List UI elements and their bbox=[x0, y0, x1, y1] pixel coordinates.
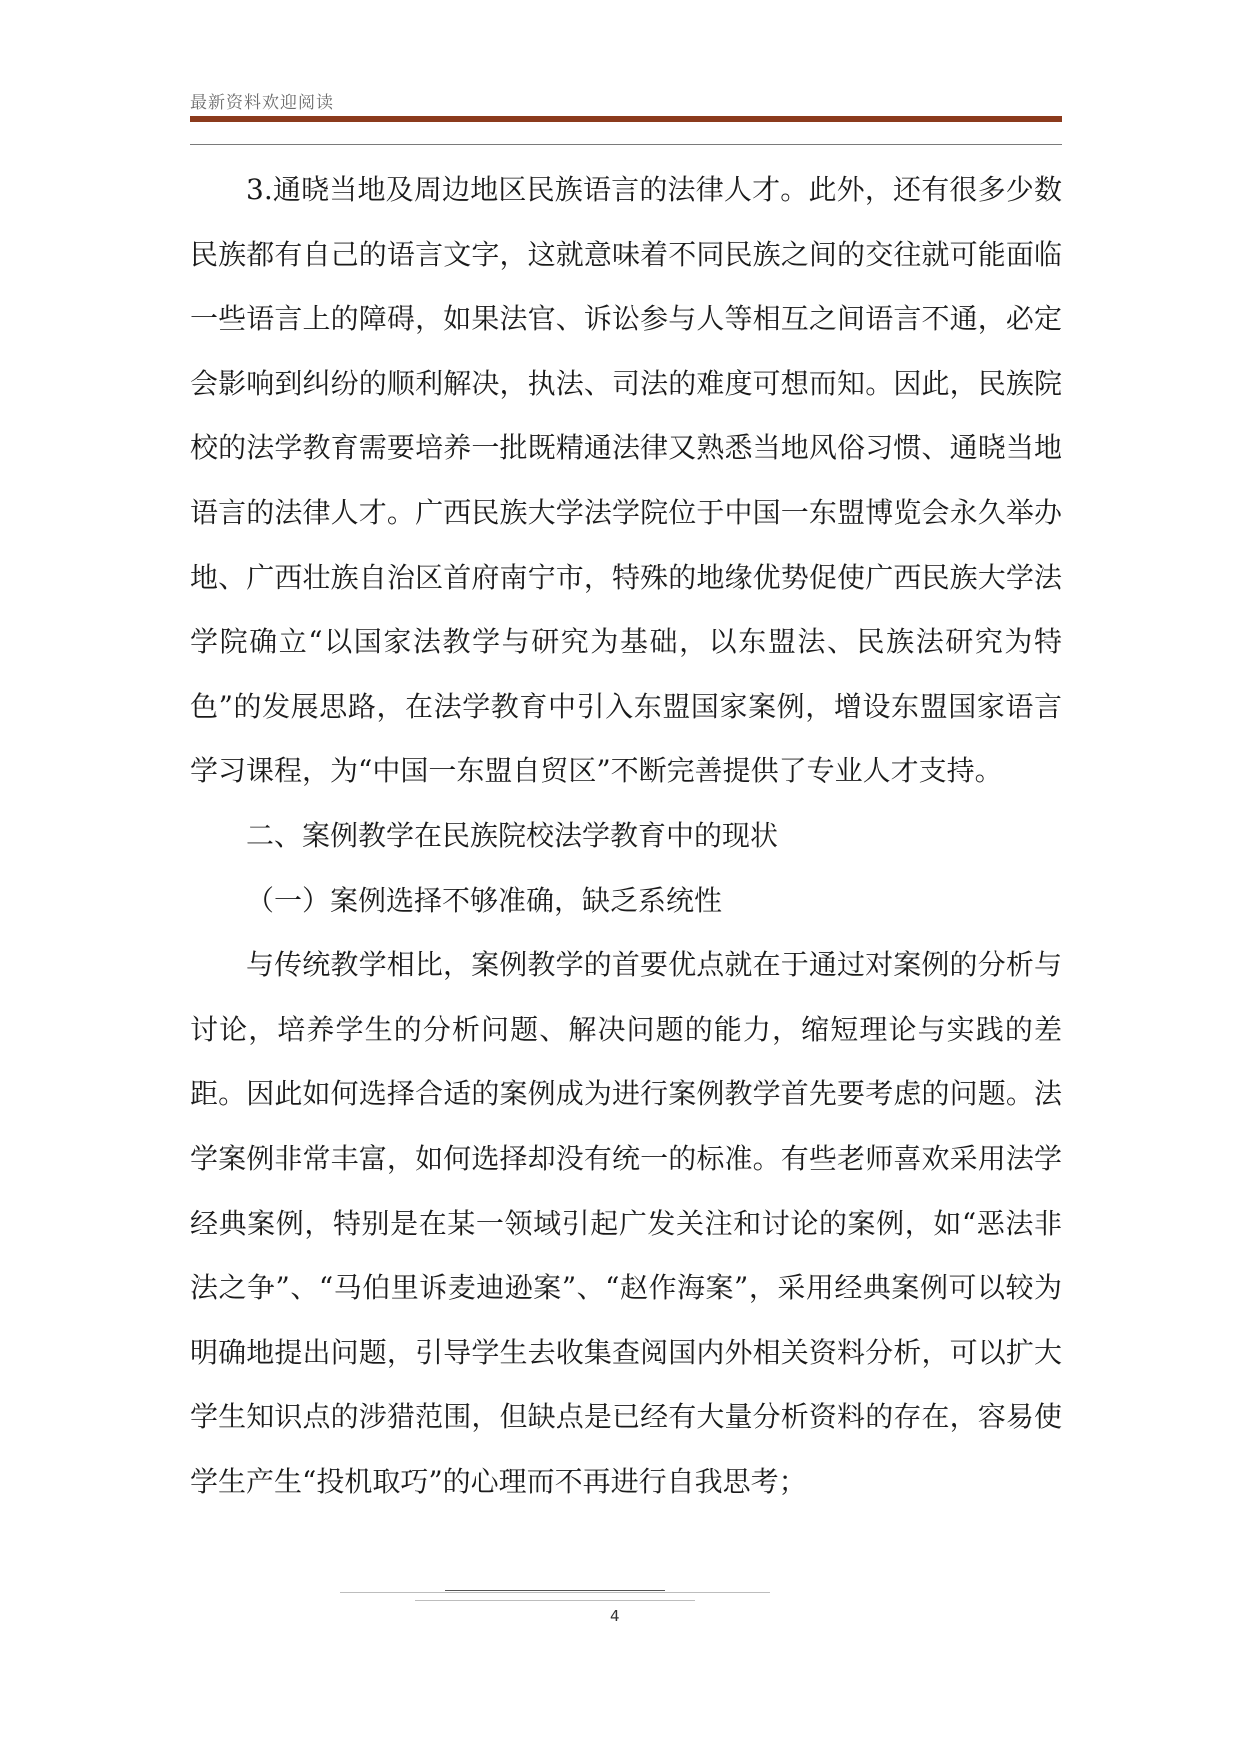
header-rule-thick bbox=[190, 116, 1062, 122]
subsection-heading: （一）案例选择不够准确，缺乏系统性 bbox=[246, 883, 723, 917]
footer-rule-outer bbox=[340, 1592, 770, 1593]
footer-rule-lower bbox=[415, 1600, 695, 1601]
section-heading: 二、案例教学在民族院校法学教育中的现状 bbox=[246, 818, 779, 852]
page-number: 4 bbox=[610, 1607, 620, 1625]
footer-rule-center bbox=[445, 1590, 665, 1591]
paragraph-legal-talent: 3.通晓当地及周边地区民族语言的法律人才。此外，还有很多少数民族都有自己的语言文字，这就意味着不同民族之间的交往就可能面临一些语言上的障碍，如果法官、诉讼参与人等相互之间语言不通，必定会影响到纠纷的顺利解决，执法、司法的难度可想而知。因此，民族院校的法学教育需要培养一批既精通法律又熟悉当地风俗习惯、通晓当地语言的法律人才。广西民族大学法学院位于中国一东盟博览会永久举办地、广西壮族自治区首府南宁市，特殊的地缘优势促使广西民族大学法学院确立“以国家法教学与研究为基础，以东盟法、民族法研究为特色”的发展思路，在法学教育中引入东盟国家案例，增设东盟国家语言学习课程，为“中国一东盟自贸区”不断完善提供了专业人才支持。 bbox=[190, 173, 1062, 788]
header-rule-thin bbox=[190, 144, 1062, 145]
paragraph-case-selection: 与传统教学相比，案例教学的首要优点就在于通过对案例的分析与讨论，培养学生的分析问题、解决问题的能力，缩短理论与实践的差距。因此如何选择合适的案例成为进行案例教学首先要考虑的问题。法学案例非常丰富，如何选择却没有统一的标准。有些老师喜欢采用法学经典案例，特别是在某一领域引起广发关注和讨论的案例，如“恶法非法之争”、“马伯里诉麦迪逊案”、“赵作海案”，采用经典案例可以较为明确地提出问题，引导学生去收集查阅国内外相关资料分析，可以扩大学生知识点的涉猎范围，但缺点是已经有大量分析资料的存在，容易使学生产生“投机取巧”的心理而不再进行自我思考； bbox=[190, 948, 1062, 1498]
document-body bbox=[190, 158, 1062, 1514]
running-header: 最新资料欢迎阅读 bbox=[190, 93, 334, 113]
